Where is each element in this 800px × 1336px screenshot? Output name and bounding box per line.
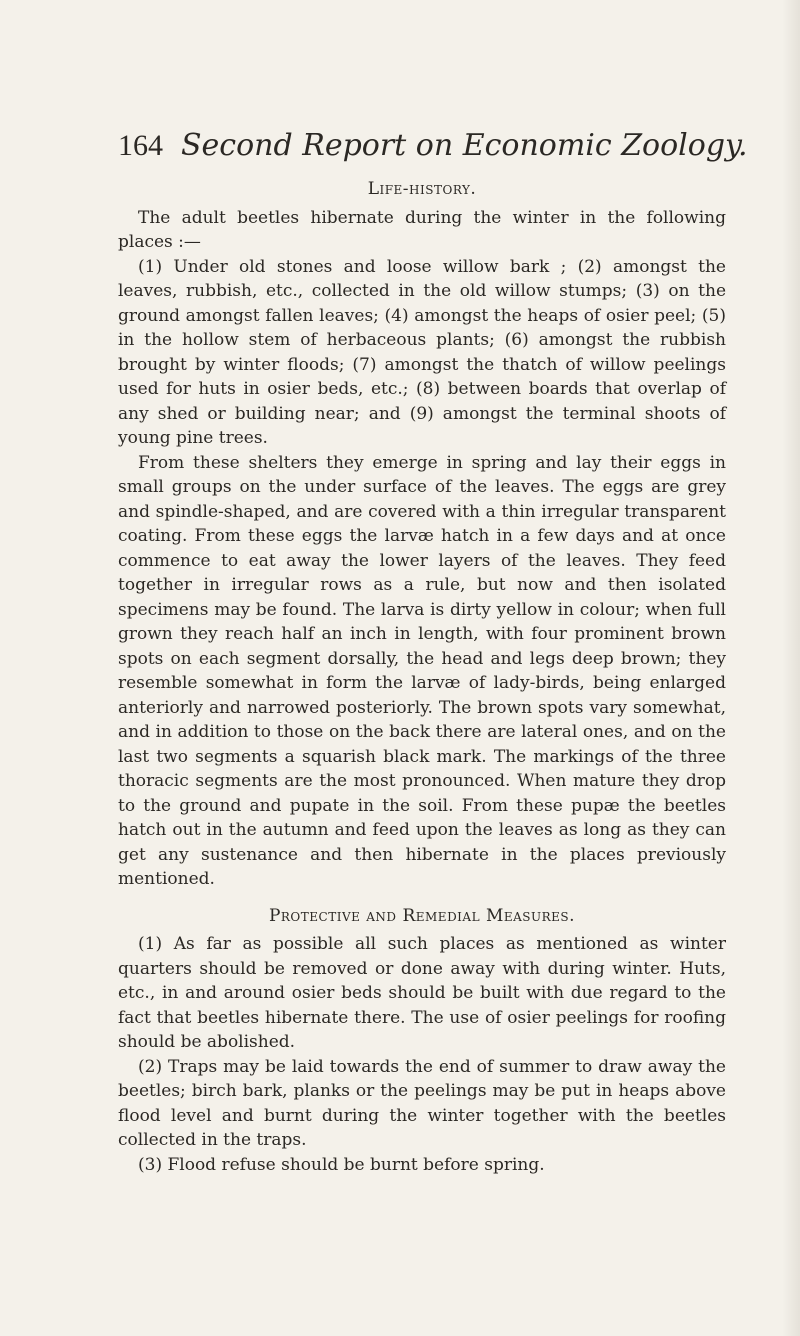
paragraph: (1) As far as possible all such places as mentioned as winter quarters should be removed or done away with during winter. Huts, etc., in and around osier beds should be built with due regard to the fact that beetles hibernate there. The use of osier peelings for roofing should be abolished. xyxy=(118,934,726,1052)
running-header xyxy=(118,126,748,166)
paragraph: From these shelters they emerge in spring and lay their eggs in small groups on the under surface of the leaves. The eggs are grey and spindle-shaped, and are covered with a thin irregular transparent coating. From these eggs the larvæ hatch in a few days and at once commence to eat away the lower layers of the leaves. They feed together in irregular rows as a rule, but now and then isolated specimens may be found. The larva is dirty yellow in colour; when full grown they reach half an inch in length, with four prominent brown spots on each segment dorsally, the head and legs deep brown; they resemble somewhat in form the larvæ of lady-birds, being enlarged anteriorly and narrowed posteriorly. The brown spots vary somewhat, and in addition to those on the back there are lateral ones, and on the last two segments a squarish black mark. The markings of the three thoracic segments are the most pronounced. When mature they drop to the ground and pupate in the soil. From these pupæ the beetles hatch out in the autumn and feed upon the leaves as long as they can get any sustenance and then hibernate in the places previously mentioned. xyxy=(118,452,726,889)
body-text xyxy=(118,175,726,1177)
section-heading-protective-measures: Protective and Remedial Measures. xyxy=(268,905,576,926)
paragraph: (1) Under old stones and loose willow bark ; (2) amongst the leaves, rubbish, etc., collected in the old willow stumps; (3) on the ground amongst fallen leaves; (4) amongst the heaps of osier peel; (5) in the hollow stem of herbaceous plants; (6) amongst the rubbish brought by winter floods; (7) amongst the thatch of willow peelings used for huts in osier beds, etc.; (8) between boards that overlap of any shed or building near; and (9) amongst the terminal shoots of young pine trees. xyxy=(118,256,726,448)
running-title: Second Report on Economic Zoology. xyxy=(181,128,748,163)
page-edge-shadow xyxy=(782,0,800,1336)
paragraph: (2) Traps may be laid towards the end of summer to draw away the beetles; birch bark, planks or the peelings may be put in heaps above flood level and burnt during the winter together with the beetles collected in the traps. xyxy=(118,1056,726,1150)
paragraph: (3) Flood refuse should be burnt before spring. xyxy=(138,1154,545,1175)
paragraph: The adult beetles hibernate during the winter in the following places :— xyxy=(118,207,726,252)
page-number: 164 xyxy=(118,129,163,162)
section-heading-life-history: Life-history. xyxy=(367,179,477,199)
